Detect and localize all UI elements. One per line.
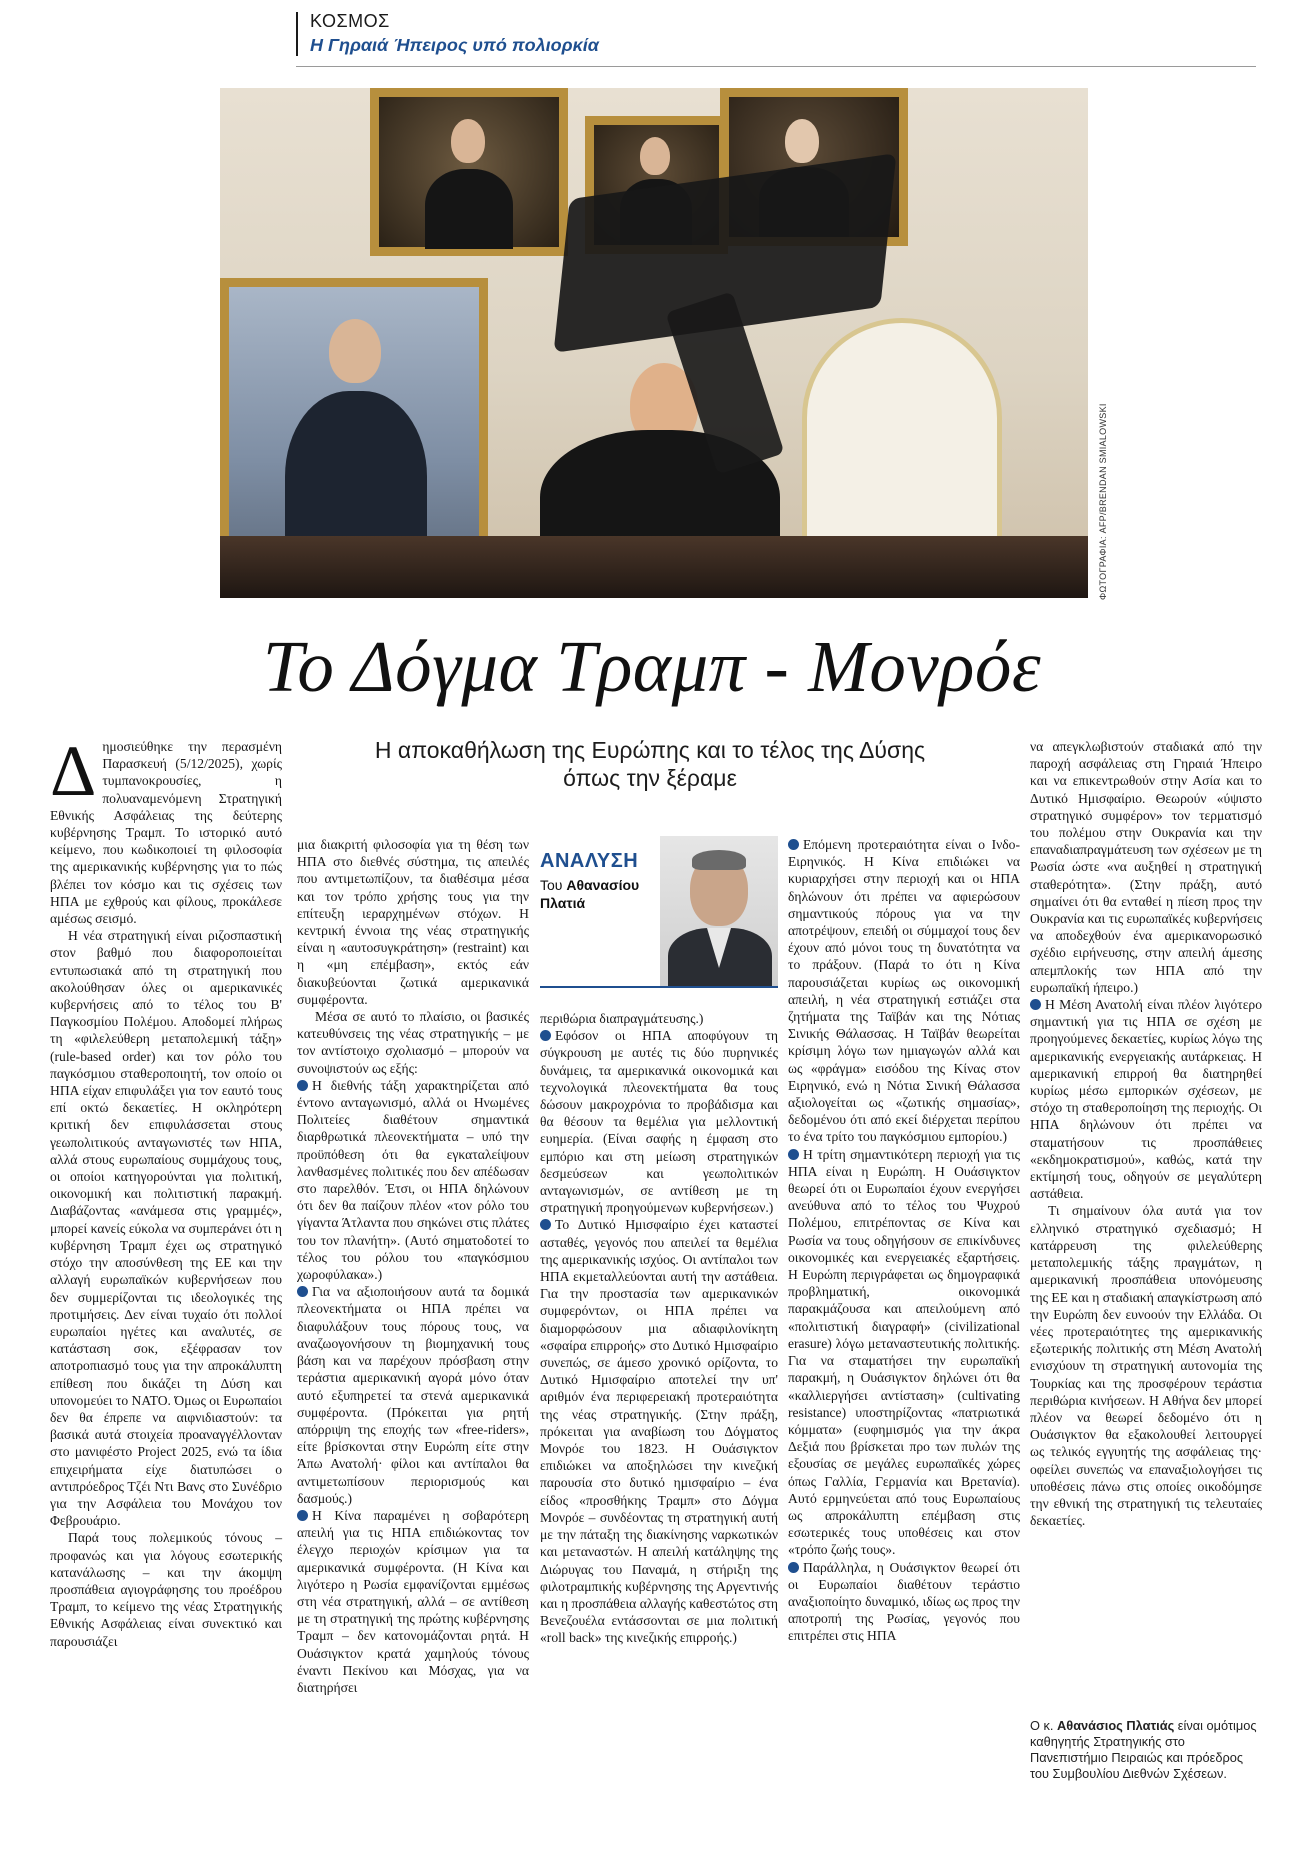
bullet-paragraph: Εφόσον οι ΗΠΑ αποφύγουν τη σύγκρουση με αυτές τις δύο πυρηνικές δυνάμεις, τα αμερικανικά οικονομικά και τεχνολογικά πλεονεκτήματα θα τους δώσουν μακροχρόνια το προβάδισμα και θα θέσουν τα θεμέλια για μελλοντική ευημερία. (Είναι σαφής η έμφαση στο εμπόριο και στη μείωση στρατηγικών δεσμεύσεων και γεωπολιτικών ανταγωνισμών, σε αντίθεση με τη στρατηγική προηγούμενων κυβερνήσεων.) (540, 1028, 778, 1216)
paragraph: Η νέα στρατηγική είναι ριζοσπαστική στον βαθμό που διαφοροποιείται εντυπωσιακά από τη στρατηγική που ακολούθησαν όλες οι αμερικανικές κυβερνήσεις από το τέλος του Β' Παγκοσμίου Πολέμου. Αποδομεί πλήρως τη «φιλελεύθερη μεταπολεμική τάξη» (rule-based order) και τον ρόλο του παγκόσμιου σταθεροποιητή, τον οποίο οι ΗΠΑ είχαν επιφυλάξει για τον εαυτό τους επί οκτώ δεκαετίες. Η οκληρότερη κριτική δεν επιφυλάσσεται στους γεωπολιτικούς ανταγωνιστές των ΗΠΑ, αλλά στους ευρωπαίους συμμάχους τους, οι οποίοι κατηγορούνται για πολιτική, οικονομική και πολιτιστική παρακμή. Διαβάζοντας «ανάμεσα στις γραμμές», μπορεί κανείς εύκολα να συμπεράνει ότι η κυβέρνηση Τραμπ έχει ως στρατηγικό στόχο την αποσύνθεση της ΕΕ και την αλλαγή ευρωπαϊκών κυβερνήσεων που δεν συμμερίζονται τις ιδεολογικές της προτιμήσεις. Δεν είναι τυχαίο ότι πολλοί ευρωπαίοι ηγέτες και αναλυτές, σε κατάσταση σοκ, εξέφρασαν τον αποτροπιασμό τους για την απροκάλυπτη επίθεση που δικάζει τη Δύση και υπονομεύει το ΝΑΤΟ. Όμως οι Ευρωπαίοι δεν θα έπρεπε να αιφνιδιαστούν: τα βασικά αυτά στοιχεία προαναγγέλλονταν στο μανιφέστο Project 2025, ενώ τα ίδια επιχειρήματα είχε διατυπώσει ο αντιπρόεδρος Τζέι Ντι Βανς στο Συνέδριο για την Ασφάλεια του Μονάχου τον Φεβρουάριο. (50, 928, 282, 1529)
bullet-dot (297, 1080, 308, 1091)
analysis-byline-box (540, 836, 778, 986)
paragraph: μια διακριτή φιλοσοφία για τη θέση των ΗΠΑ στο διεθνές σύστημα, τις απειλές που αντιμετωπίζουν, τα διαθέσιμα μέσα και τον τρόπο χρήσης τους για την επίτευξη ιεραρχημένων στόχων. Η κεντρική έννοια της νέας στρατηγικής είναι η «αυτοσυγκράτηση» (restraint) και η «μη επέμβαση», εκτός εάν διακυβεύονται ζωτικά αμερικανικά συμφέροντα. (297, 837, 529, 1007)
article-subtitle: Η αποκαθήλωση της Ευρώπης και το τέλος της Δύσης όπως την ξέραμε (374, 737, 926, 791)
bullet-dot (788, 839, 799, 850)
bullet-paragraph: Η τρίτη σημαντικότερη περιοχή για τις ΗΠΑ είναι η Ευρώπη. Η Ουάσιγκτον θεωρεί ότι οι Ευρωπαίοι έχουν ενεργήσει ανεύθυνα από το τέλος του Ψυχρού Πολέμου, επιτρέποντας σε Κίνα και Ρωσία να τους οδηγήσουν σε επικίνδυνες οικονομικές και ενεργειακές εξαρτήσεις. Η Ευρώπη περιγράφεται ως δημογραφικά προβληματική, οικονομικά παρακμάζουσα και απειλούμενη από «πολιτιστική διαγραφή» (civilizational erasure) λόγω μεταναστευτικής πολιτικής. Για να σταματήσει την ευρωπαϊκή παρακμή, η Ουάσιγκτον δηλώνει ότι θα «καλλιεργήσει αντίσταση» (cultivating resistance) υποστηρίζοντας «πατριωτικά κόμματα» (ευφημισμός για την άκρα Δεξιά που βρίσκεται προ των πυλών της εξουσίας σε μεγάλες ευρωπαϊκές χώρες όπως Γαλλία, Γερμανία και Βρετανία). Αυτό ερμηνεύεται από τους Ευρωπαίους ως απροκάλυπτη επέμβαση στις εσωτερικές τους υποθέσεις και στον «τρόπο ζωής τους». (788, 1146, 1020, 1558)
desk-edge (220, 536, 1088, 598)
paragraph: περιθώρια διαπραγμάτευσης.) (540, 1011, 704, 1026)
bullet-paragraph: Για να αξιοποιήσουν αυτά τα δομικά πλεονεκτήματα οι ΗΠΑ πρέπει να διαφυλάξουν τους πόρους τους, να αναζωογονήσουν τη βιομηχανική τους βάση και να παρέχουν πρόσβαση στην τεράστια αμερικανική αγορά μόνο όταν αυτό εξυπηρετεί τα στενά αμερικανικά συμφέροντα. (Πρόκειται για ρητή απόρριψη της εποχής των «free-riders», είτε βρίσκονται στην Ευρώπη είτε στην Άπω Ανατολή· φίλοι και αντίπαλοι θα αντιμετωπίσουν περιορισμούς και δασμούς.) (297, 1284, 529, 1506)
header-divider (296, 66, 1256, 67)
bullet-paragraph: Η Κίνα παραμένει η σοβαρότερη απειλή για τις ΗΠΑ επιδιώκοντας τον έλεγχο περιοχών κρίσιμων για τα αμερικανικά συμφέροντα. (Η Κίνα και λιγότερο η Ρωσία εμφανίζονται εμμέσως στη νέα στρατηγική, αλλά – σε αντίθεση με τη στρατηγική της πρώτης κυβέρνησης Τραμπ – δεν κατονομάζονται ρητά. Η Ουάσιγκτον κρατά χαμηλούς τόνους έναντι Πεκίνου και Μόσχας, για να διατηρήσει (297, 1507, 529, 1695)
analysis-byline: Του Αθανασίου Πλατιά (540, 877, 640, 911)
analysis-label: ΑΝΑΛΥΣΗ (540, 850, 639, 872)
bullet-dot (297, 1286, 308, 1297)
paragraph: να απεγκλωβιστούν σταδιακά από την παροχή ασφάλειας στη Γηραιά Ήπειρο και να επικεντρωθούν στην Ασία και το Δυτικό Ημισφαίριο. Θεωρούν «ύψιστο στρατηγικό συμφέρον» τον τερματισμό του πολέμου στην Ουκρανία και την επαναδιαπραγμάτευση των σχέσεων με τη Ρωσία ώστε «να αυξηθεί η στρατηγική σταθερότητα». (Στην πράξη, αυτό σημαίνει ότι θα ενταθεί η πίεση προς την Ουκρανία και τις ευρωπαϊκές κυβερνήσεις να αποδεχθούν ένα αμερικανορωσικό σχέδιο ειρήνευσης, στην απειλή άμεσης απεμπλοκής των ΗΠΑ από την ευρωπαϊκή ήπειρο.) (1030, 739, 1262, 995)
bullet-paragraph: Η Μέση Ανατολή είναι πλέον λιγότερο σημαντική για τις ΗΠΑ σε σχέση με προηγούμενες δεκαετίες, κυρίως λόγω της αμερικανικής ενεργειακής αυτάρκειας. Η αμερικανική επιρροή θα διατηρηθεί κυρίως μέσω εμπορικών σχέσεων, με στόχο τη σταθεροποίηση της περιοχής. Οι ΗΠΑ δηλώνουν ότι πρέπει να σταματήσουν τις προσπάθειες «εκδημοκρατισμού», καθώς, κατά την εκτίμησή τους, οδηγούν σε μεγαλύτερη αστάθεια. (1030, 997, 1262, 1202)
bullet-paragraph: Η διεθνής τάξη χαρακτηρίζεται από έντονο ανταγωνισμό, αλλά οι Ηνωμένες Πολιτείες διαθέτουν σημαντικά διαρθρωτικά πλεονεκτήματα – υπό την προϋπόθεση ότι θα εγκαταλείψουν λανθασμένες πολιτικές που δεν απέδωσαν στο παρελθόν. Έτσι, οι ΗΠΑ δηλώνουν ότι δεν θα παίζουν πλέον «τον ρόλο του γίγαντα Άτλαντα που σηκώνει στις πλάτες του τον πλανήτη». (Αυτό σηματοδοτεί το τέλος του ρόλου του «παγκόσμιου χωροφύλακα».) (297, 1077, 529, 1283)
column-3 (540, 1010, 778, 1840)
column-1 (50, 731, 282, 1838)
bullet-dot (1030, 999, 1041, 1010)
subsection-label: Η Γηραιά Ήπειρος υπό πολιορκία (310, 35, 599, 55)
analysis-rule (540, 986, 778, 988)
bullet-paragraph: Το Δυτικό Ημισφαίριο έχει καταστεί ασταθές, γεγονός που απειλεί τα θεμέλια της αμερικανικής ισχύος. Οι αντίπαλοι των ΗΠΑ εκμεταλλεύονται αυτή την αστάθεια. Για την προστασία των αμερικανικών συμφερόντων, οι ΗΠΑ πρέπει να διαμορφώσουν μια αδιαφιλονίκητη «σφαίρα επιρροής» στο Δυτικό Ημισφαίριο συνεπώς, σε άμεσο χρονικό ορίζοντα, το Δυτικό Ημισφαίριο αποτελεί την υπ' αριθμόν ένα περιφερειακή προτεραιότητα της νέας στρατηγικής. (Στην πράξη, πρόκειται για αναβίωση του Δόγματος Μονρόε του 1823. Η Ουάσιγκτον επιδιώκει να αποξηλώσει την κινεζική παρουσία στο δυτικό ημισφαίριο – ένα είδος «προσθήκης Τραμπ» στο Δόγμα Μονρόε – συνδέοντας τη στρατηγική αυτή με την πάταξη της διακίνησης ναρκωτικών και μεταναστών. Η απειλή κατάληψης της Διώρυγας του Παναμά, η στήριξη της φιλοτραμπικής κυβέρνησης της Αργεντινής και η προσπάθεια αλλαγής καθεστώτος στη Βενεζουέλα εντάσσονται σε μια πολιτική «roll back» της κινεζικής επιρροής.) (540, 1217, 778, 1646)
bullet-dot (297, 1510, 308, 1521)
author-name: Αθανασίου Πλατιά (540, 877, 640, 911)
bullet-paragraph: Παράλληλα, η Ουάσιγκτον θεωρεί ότι οι Ευρωπαίοι διαθέτουν τεράστιο αναξιοποίητο δυναμικό, ιδίως ως προς την αποτροπή της Ρωσίας, γεγονός που επιτρέπει στις ΗΠΑ (788, 1559, 1020, 1644)
page-header (296, 10, 1256, 68)
paragraph: Παρά τους πολεμικούς τόνους – προφανώς και για λόγους εσωτερικής κατανάλωσης – και την άκομψη προσπάθεια αγιογράφησης του προέδρου Τραμπ, το κείμενο της νέας Στρατηγικής Εθνικής Ασφάλειας είναι συνεκτικό και παρουσιάζει (50, 1530, 282, 1649)
paragraph: Τι σημαίνουν όλα αυτά για τον ελληνικό στρατηγικό σχεδιασμό; Η κατάρρευση της φιλελεύθερης μεταπολεμικής τάξης πραγμάτων, η αμερικανική προσπάθεια υπονόμευσης της ΕΕ και η σταδιακή απαγκίστρωση από την Ευρώπη δεν ευνοούν την Ελλάδα. Οι νέες προτεραιότητες της αμερικανικής εξωτερικής πολιτικής στη Μέση Ανατολή ενισχύουν τη στρατηγική αυτονομία της Τουρκίας και της προσφέρουν τεράστια περιθώρια κινήσεων. Η Αθήνα δεν μπορεί πλέον να θεωρεί δεδομένο ότι η Ουάσιγκτον θα εξακολουθεί λειτουργεί ως τελικός εγγυητής της ασφάλειας της· οφείλει συνεπώς να επαναξιολογήσει τις υποθέσεις πάνω στις οποίες οικοδόμησε την εθνική της στρατηγική τις τελευταίες δεκαετίες. (1030, 1203, 1262, 1529)
bio-author-name: Αθανάσιος Πλατιάς (1057, 1718, 1175, 1733)
bullet-dot (788, 1562, 799, 1573)
column-2 (297, 836, 529, 1836)
column-4 (788, 836, 1020, 1836)
author-photo (660, 836, 778, 986)
drop-cap: Δ (50, 731, 97, 811)
paragraph: Δημοσιεύθηκε την περασμένη Παρασκευή (5/12/2025), χωρίς τυμπανοκρουσίες, η πολυαναμενόμενη Στρατηγική Εθνικής Ασφάλειας της δεύτερης κυβέρνησης Τραμπ. Το ιστορικό αυτό κείμενο, που κωδικοποιεί τη φιλοσοφία της αμερικανικής κυβέρνησης για το πώς βλέπει τον κόσμο και τις σχέσεις των ΗΠΑ με εχθρούς και φίλους, προκάλεσε αμέσως σεισμό. (50, 731, 282, 927)
bullet-paragraph: Επόμενη προτεραιότητα είναι ο Ινδο-Ειρηνικός. Η Κίνα επιδιώκει να κυριαρχήσει στην περιοχή και οι ΗΠΑ δηλώνουν ότι πρέπει να αφιερώσουν σημαντικούς πόρους για να την αποτρέψουν, επειδή οι σύμμαχοί τους δεν έχουν από μόνοι τους τη δυνατότητα να το πράξουν. (Παρά το ότι η Κίνα παρουσιάζεται κυρίως ως οικονομική απειλή, η νέα στρατηγική εστιάζει στα ζητήματα της Ταϊβάν και της Νότιας Σινικής Θάλασσας. Η Ταϊβάν θεωρείται κρίσιμη λόγω των ημιαγωγών αλλά και ως «φράγμα» εισόδου της Κίνας στον Ειρηνικό, ενώ η Νότια Σινική Θάλασσα αξιολογείται ως «ζωτικής σημασίας», δεδομένου ότι από εκεί διέρχεται περίπου το ένα τρίτο του παγκόσμιου εμπορίου.) (788, 837, 1020, 1145)
column-5 (1030, 738, 1262, 1704)
window-arch (802, 318, 1002, 558)
lead-photo (220, 88, 1088, 598)
paragraph: Μέσα σε αυτό το πλαίσιο, οι βασικές κατευθύνσεις της νέας στρατηγικής – με τον αντίστοιχο σχολιασμό – μπορούν να συνοψιστούν ως εξής: (297, 1009, 529, 1076)
bullet-dot (540, 1030, 551, 1041)
author-bio: Ο κ. Αθανάσιος Πλατιάς είναι ομότιμος καθηγητής Στρατηγικής στο Πανεπιστήμιο Πειραιώς και πρόεδρος του Συμβουλίου Διεθνών Σχέσεων. (1030, 1718, 1257, 1781)
section-label: ΚΟΣΜΟΣ (310, 11, 390, 31)
photo-credit: ΦΩΤΟΓΡΑΦΙΑ: AFP/BRENDAN SMIALOWSKI (1098, 403, 1108, 600)
article-title: Το Δόγμα Τραμπ - Μονρόε (262, 626, 1042, 707)
bullet-dot (540, 1219, 551, 1230)
header-rule (296, 12, 298, 56)
portrait-frame-left (370, 88, 568, 256)
bullet-dot (788, 1149, 799, 1160)
